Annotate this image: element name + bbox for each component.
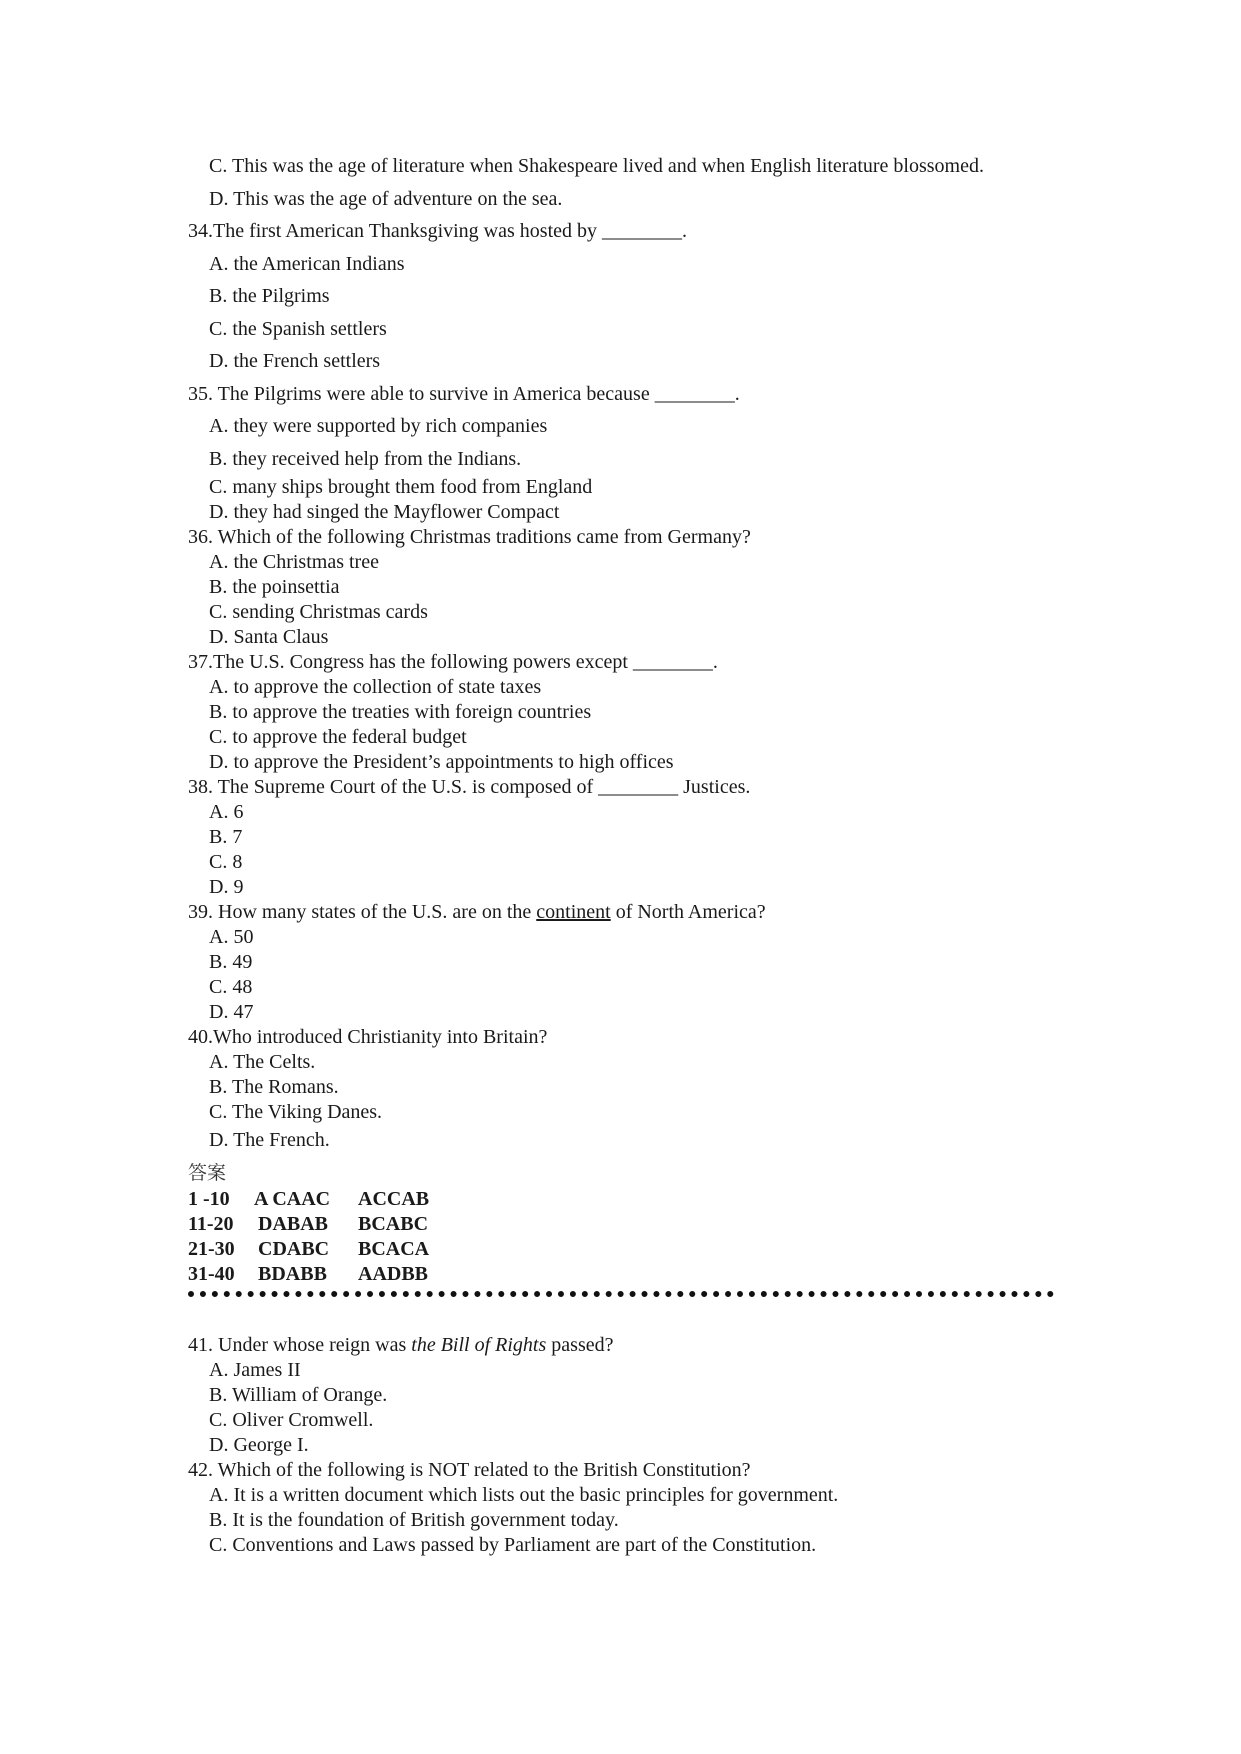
q40-option-b: B. The Romans. — [209, 1076, 339, 1098]
answer-row — [188, 1262, 1058, 1287]
q40-stem: 40.Who introduced Christianity into Britain? — [188, 1026, 548, 1048]
q42-option-c: C. Conventions and Laws passed by Parliament are part of the Constitution. — [209, 1534, 817, 1556]
q34-option-c: C. the Spanish settlers — [209, 317, 387, 340]
q39-stem-before: 39. How many states of the U.S. are on the — [188, 901, 537, 923]
q38-option-a: A. 6 — [209, 801, 244, 823]
q39-option-c: C. 48 — [209, 976, 253, 998]
answer-range: 11-20 — [188, 1213, 234, 1235]
q39-option-d: D. 47 — [209, 1001, 254, 1023]
answer-key-title: 答案 — [188, 1162, 227, 1184]
q41-option-d: D. George I. — [209, 1434, 309, 1456]
q38-stem: 38. The Supreme Court of the U.S. is composed of ________ Justices. — [188, 776, 751, 798]
answer-row — [188, 1237, 1058, 1262]
q38-option-c: C. 8 — [209, 851, 243, 873]
answer-group-a: CDABC — [258, 1238, 330, 1260]
q41-stem — [188, 1333, 1058, 1358]
q36-option-a: A. the Christmas tree — [209, 551, 379, 573]
q37-stem: 37.The U.S. Congress has the following powers except ________. — [188, 651, 718, 673]
q35-option-d: D. they had singed the Mayflower Compact — [209, 501, 560, 523]
q36-option-b: B. the poinsettia — [209, 576, 340, 598]
answer-group-b: BCABC — [358, 1213, 429, 1235]
q38-option-b: B. 7 — [209, 826, 243, 848]
q36-option-d: D. Santa Claus — [209, 626, 329, 648]
answer-row — [188, 1187, 1058, 1212]
exam-page — [188, 150, 1058, 1558]
q33-option-c: C. This was the age of literature when Shakespeare lived and when English literature blossomed. — [209, 155, 984, 177]
q39-stem-after: of North America? — [610, 901, 766, 923]
q37-option-b: B. to approve the treaties with foreign countries — [209, 701, 592, 723]
q41-stem-after: passed? — [546, 1334, 614, 1356]
q36-stem: 36. Which of the following Christmas traditions came from Germany? — [188, 526, 751, 548]
q41-option-b: B. William of Orange. — [209, 1384, 388, 1406]
q33-option-d: D. This was the age of adventure on the sea. — [209, 187, 563, 210]
answer-group-a: BDABB — [258, 1263, 327, 1285]
answer-group-a: A CAAC — [254, 1188, 331, 1210]
answer-group-b: AADBB — [358, 1263, 429, 1285]
q40-option-c: C. The Viking Danes. — [209, 1101, 383, 1123]
q35-option-c: C. many ships brought them food from England — [209, 476, 593, 498]
q39-option-a: A. 50 — [209, 926, 254, 948]
q39-stem — [188, 900, 1058, 925]
q42-option-b: B. It is the foundation of British government today. — [209, 1509, 619, 1531]
answer-range: 21-30 — [188, 1238, 235, 1260]
question-block-35-40 — [188, 475, 1058, 1153]
q34-option-b: B. the Pilgrims — [209, 285, 330, 307]
q40-option-a: A. The Celts. — [209, 1051, 316, 1073]
q39-option-b: B. 49 — [209, 951, 253, 973]
q42-stem: 42. Which of the following is NOT related to the British Constitution? — [188, 1459, 751, 1481]
spacer — [188, 1297, 1058, 1333]
q35-option-b: B. they received help from the Indians. — [209, 447, 522, 470]
q40-option-d: D. The French. — [209, 1129, 330, 1151]
q41-stem-italic: the Bill of Rights — [411, 1334, 547, 1356]
answer-row — [188, 1212, 1058, 1237]
q41-option-c: C. Oliver Cromwell. — [209, 1409, 374, 1431]
answer-key — [188, 1159, 1058, 1297]
q42-option-a: A. It is a written document which lists out the basic principles for government. — [209, 1484, 839, 1506]
q35-stem: 35. The Pilgrims were able to survive in America because ________. — [188, 382, 740, 405]
q35-option-a: A. they were supported by rich companies — [209, 415, 548, 437]
q37-option-a: A. to approve the collection of state taxes — [209, 676, 542, 698]
answer-range: 31-40 — [188, 1263, 235, 1285]
answer-group-a: DABAB — [258, 1213, 329, 1235]
answer-group-b: BCACA — [358, 1238, 430, 1260]
q34-option-d: D. the French settlers — [209, 350, 381, 372]
q36-option-c: C. sending Christmas cards — [209, 601, 428, 623]
answer-group-b: ACCAB — [358, 1188, 430, 1210]
question-block-33-35 — [188, 150, 1058, 475]
q38-option-d: D. 9 — [209, 876, 244, 898]
answer-range: 1 -10 — [188, 1188, 230, 1210]
q37-option-c: C. to approve the federal budget — [209, 726, 467, 748]
q34-option-a: A. the American Indians — [209, 252, 405, 275]
q34-stem: 34.The first American Thanksgiving was hosted by ________. — [188, 220, 688, 242]
q37-option-d: D. to approve the President’s appointments to high offices — [209, 751, 674, 773]
q41-stem-before: 41. Under whose reign was — [188, 1334, 412, 1356]
q41-option-a: A. James II — [209, 1359, 301, 1381]
question-block-41-42 — [188, 1333, 1058, 1558]
q39-stem-underlined: continent — [536, 901, 611, 923]
